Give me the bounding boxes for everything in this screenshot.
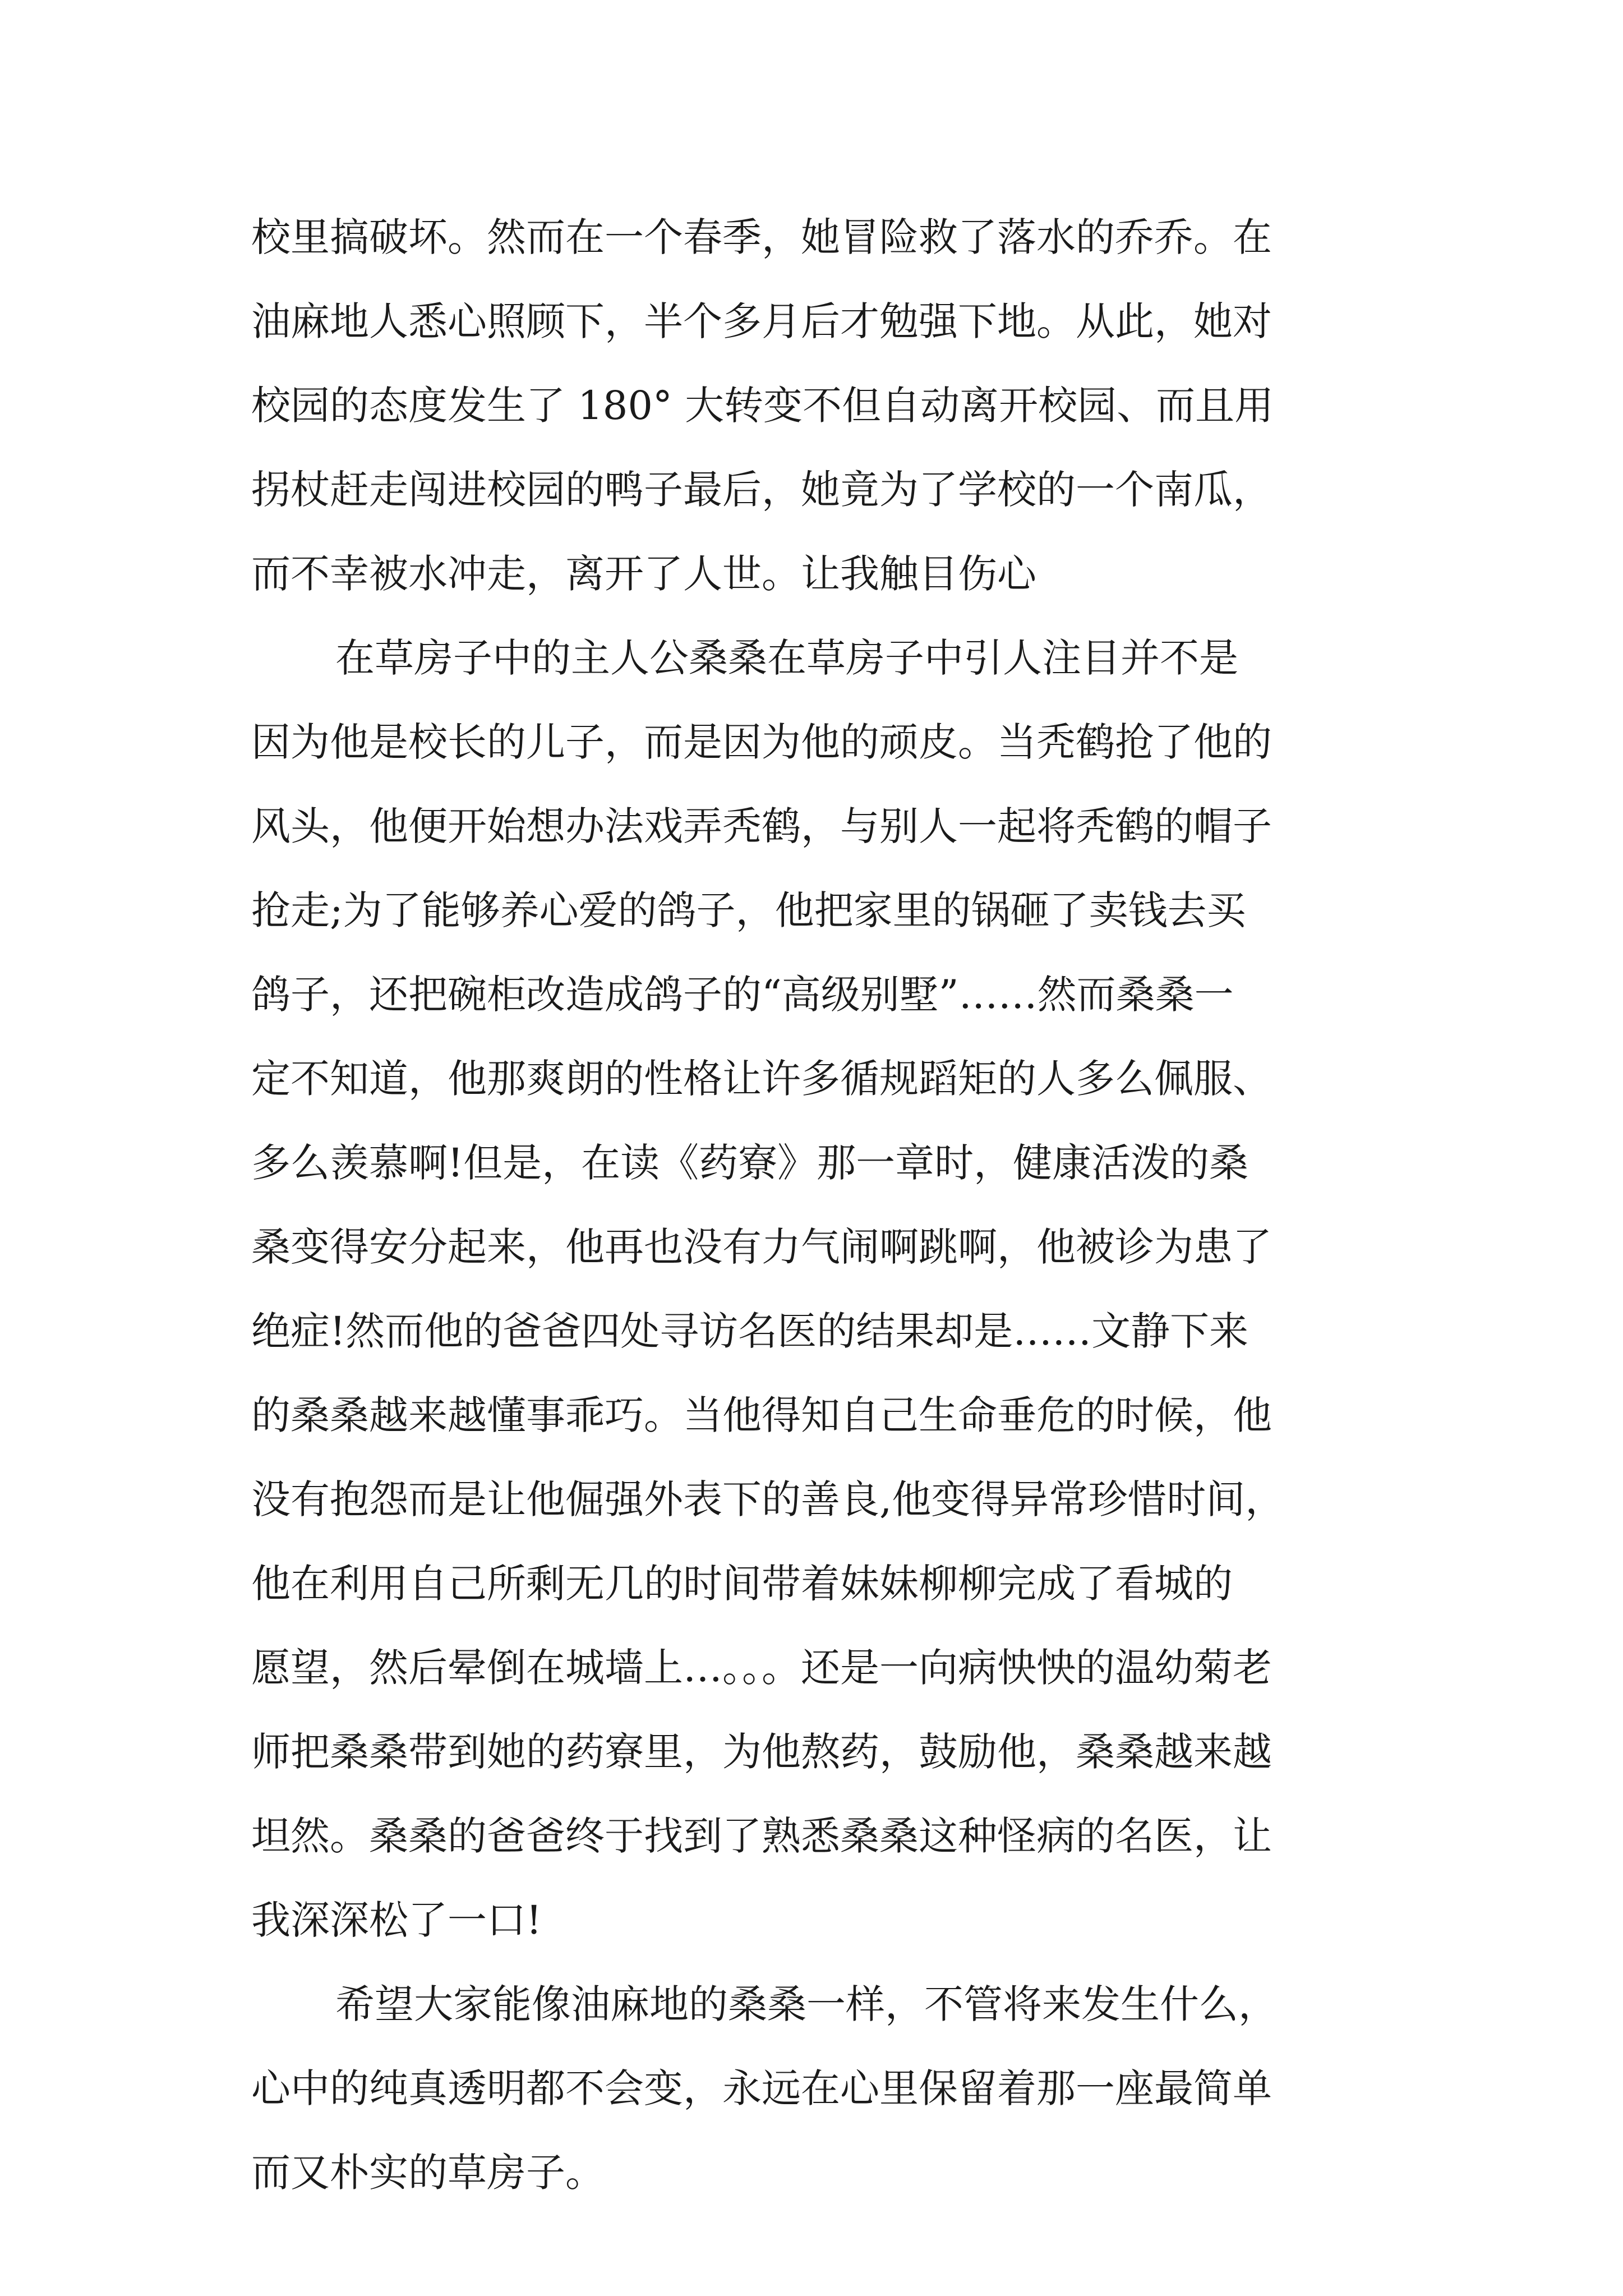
text-line: 我深深松了一口! <box>251 1897 542 1943</box>
text-line: 鸽子，还把碗柜改造成鸽子的“高级别墅”……然而桑桑一 <box>251 972 1234 1018</box>
text-line: 师把桑桑带到她的药寮里，为他熬药，鼓励他，桑桑越来越 <box>251 1729 1272 1775</box>
text-line: 而又朴实的草房子。 <box>251 2150 605 2196</box>
text-line: 在草房子中的主人公桑桑在草房子中引人注目并不是 <box>335 635 1238 681</box>
text-line: 因为他是校长的儿子，而是因为他的顽皮。当秃鹤抢了他的 <box>251 719 1272 765</box>
text-line: 拐杖赶走闯进校园的鸭子最后，她竟为了学校的一个南瓜， <box>251 467 1272 513</box>
text-line: 坦然。桑桑的爸爸终于找到了熟悉桑桑这种怪病的名医，让 <box>251 1813 1272 1859</box>
text-line: 心中的纯真透明都不会变，永远在心里保留着那一座最简单 <box>251 2065 1272 2111</box>
text-line: 绝症!然而他的爸爸四处寻访名医的结果却是……文静下来 <box>251 1308 1249 1354</box>
text-line: 油麻地人悉心照顾下，半个多月后才勉强下地。从此，她对 <box>251 298 1272 344</box>
text-line: 的桑桑越来越懂事乖巧。当他得知自己生命垂危的时候，他 <box>251 1392 1272 1438</box>
text-line: 抢走;为了能够养心爱的鸽子，他把家里的锅砸了卖钱去买 <box>251 887 1246 933</box>
text-line: 希望大家能像油麻地的桑桑一样，不管将来发生什么， <box>335 1981 1278 2027</box>
text-line: 愿望，然后晕倒在城墙上…。。。还是一向病怏怏的温幼菊老 <box>251 1645 1272 1691</box>
text-line: 校园的态度发生了 180° 大转变不但自动离开校园、而且用 <box>251 383 1274 429</box>
text-line: 多么羡慕啊!但是，在读《药寮》那一章时，健康活泼的桑 <box>251 1140 1249 1186</box>
text-line: 桑变得安分起来，他再也没有力气闹啊跳啊，他被诊为患了 <box>251 1224 1272 1270</box>
text-line: 没有抱怨而是让他倔强外表下的善良,他变得异常珍惜时间， <box>251 1476 1285 1522</box>
text-line: 校里搞破坏。然而在一个春季，她冒险救了落水的乔乔。在 <box>251 214 1272 260</box>
text-line: 而不幸被水冲走，离开了人世。让我触目伤心 <box>251 551 1036 597</box>
text-line: 风头，他便开始想办法戏弄秃鹤，与别人一起将秃鹤的帽子 <box>251 803 1272 849</box>
text-line: 定不知道，他那爽朗的性格让许多循规蹈矩的人多么佩服、 <box>251 1056 1272 1102</box>
text-line: 他在利用自己所剩无几的时间带着妹妹柳柳完成了看城的 <box>251 1561 1233 1607</box>
